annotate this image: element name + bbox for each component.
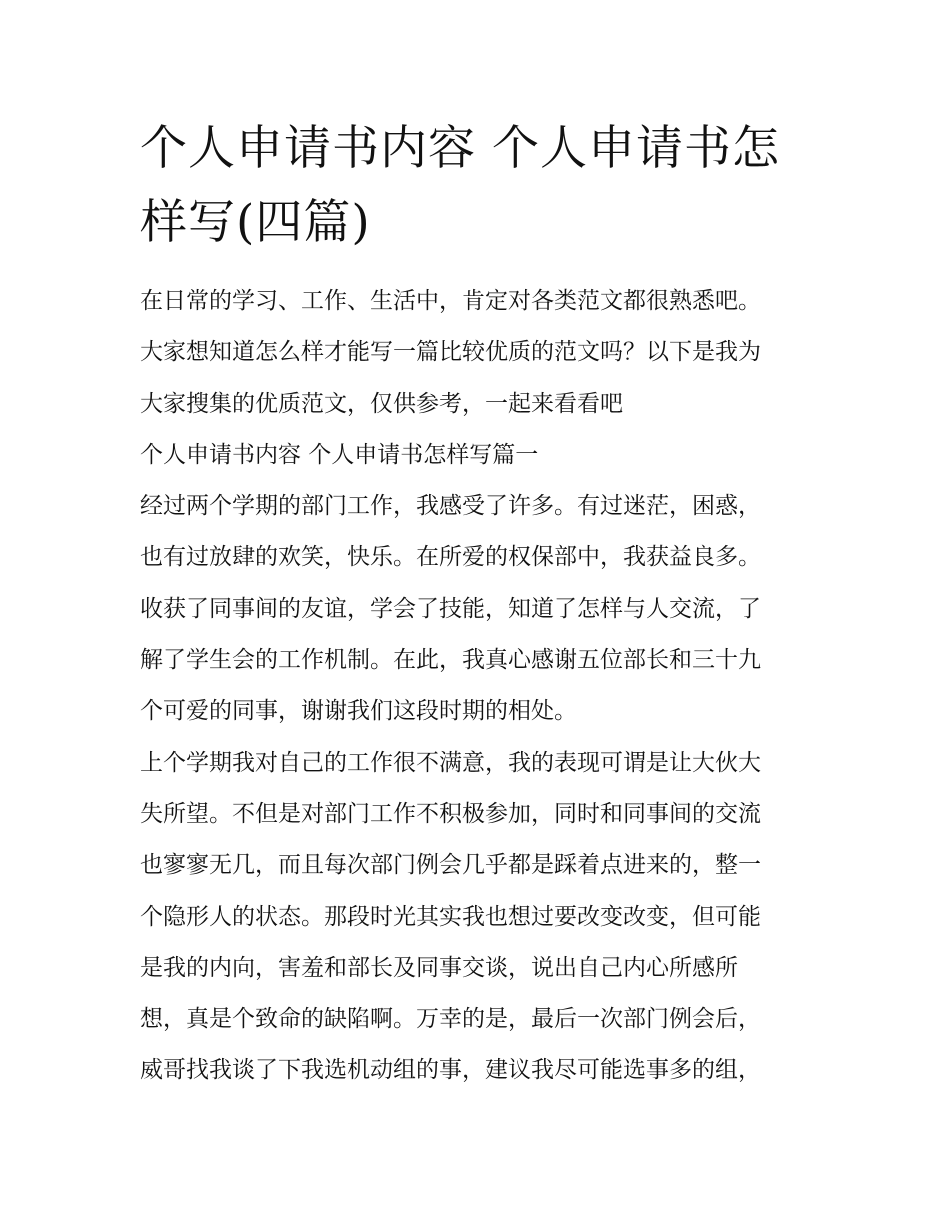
title-line: 个人申请书内容 个人申请书怎 bbox=[140, 121, 780, 176]
document-title bbox=[140, 112, 820, 260]
body-line: 上个学期我对自己的工作很不满意，我的表现可谓是让大伙大 bbox=[140, 749, 761, 776]
body-line: 个隐形人的状态。那段时光其实我也想过要改变改变，但可能 bbox=[140, 903, 761, 930]
body-line: 大家搜集的优质范文，仅供参考，一起来看看吧 bbox=[140, 390, 623, 417]
body-line: 大家想知道怎么样才能写一篇比较优质的范文吗？以下是我为 bbox=[140, 339, 761, 366]
body-line: 也寥寥无几，而且每次部门例会几乎都是踩着点进来的，整一 bbox=[140, 852, 761, 879]
body-line: 威哥找我谈了下我选机动组的事，建议我尽可能选事多的组， bbox=[140, 1057, 761, 1084]
document-body bbox=[140, 276, 820, 1097]
body-line: 失所望。不但是对部门工作不积极参加，同时和同事间的交流 bbox=[140, 800, 761, 827]
body-line: 也有过放肆的欢笑，快乐。在所爱的权保部中，我获益良多。 bbox=[140, 544, 761, 571]
body-line: 是我的内向，害羞和部长及同事交谈，说出自己内心所感所 bbox=[140, 954, 738, 981]
body-line: 个可爱的同事，谢谢我们这段时期的相处。 bbox=[140, 698, 577, 725]
body-line: 经过两个学期的部门工作，我感受了许多。有过迷茫，困惑， bbox=[140, 493, 761, 520]
body-line: 收获了同事间的友谊，学会了技能，知道了怎样与人交流，了 bbox=[140, 595, 761, 622]
body-line: 想，真是个致命的缺陷啊。万幸的是，最后一次部门例会后， bbox=[140, 1006, 761, 1033]
section-heading: 个人申请书内容 个人申请书怎样写篇一 bbox=[140, 441, 539, 468]
body-line: 解了学生会的工作机制。在此，我真心感谢五位部长和三十九 bbox=[140, 647, 761, 674]
body-line: 在日常的学习、工作、生活中，肯定对各类范文都很熟悉吧。 bbox=[140, 288, 761, 314]
title-line: 样写(四篇) bbox=[140, 195, 371, 250]
